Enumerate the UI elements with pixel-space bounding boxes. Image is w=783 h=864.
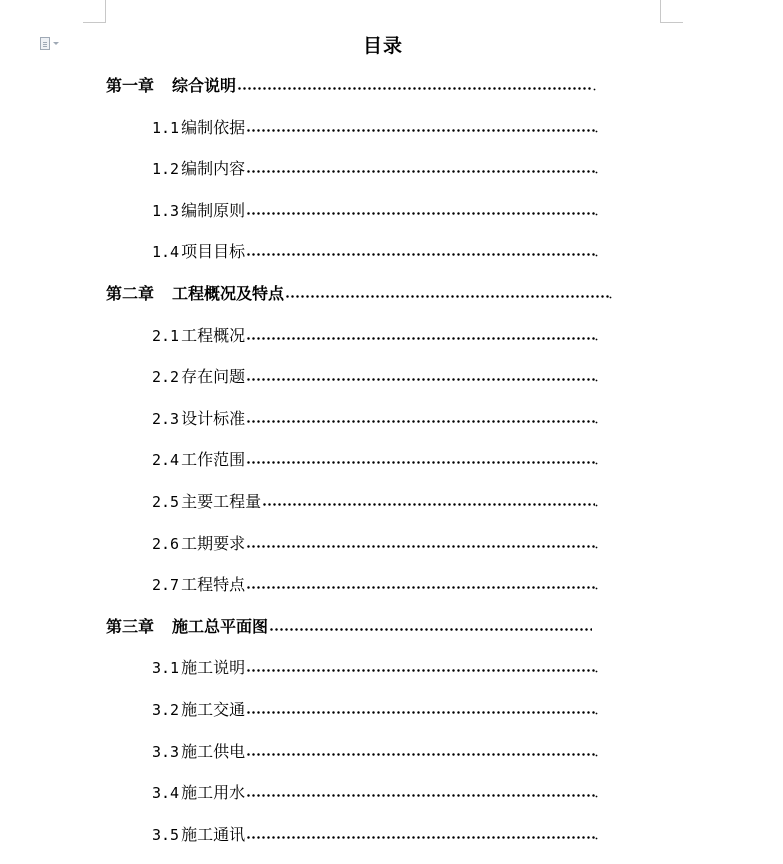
- toc-dot-leader: [246, 753, 595, 756]
- toc-entry-text: 工程概况及特点: [172, 284, 285, 303]
- toc-section-entry[interactable]: [152, 448, 598, 470]
- toc-title: 目录: [362, 35, 403, 57]
- toc-page-marker: [610, 297, 612, 299]
- toc-page-marker: [596, 131, 598, 133]
- toc-dot-leader: [262, 503, 595, 506]
- toc-entry-text: 编制原则: [181, 201, 246, 220]
- toc-dot-leader: [285, 295, 609, 298]
- toc-page-marker: [596, 755, 598, 757]
- toc-entry-text: 编制依据: [181, 118, 246, 137]
- toc-entry-text: 工程特点: [181, 575, 246, 594]
- toc-entry-number: 1.4: [152, 243, 180, 261]
- toc-section-entry[interactable]: [152, 490, 598, 512]
- toc-entry-label: [106, 76, 236, 96]
- toc-entry-label: [152, 450, 245, 470]
- toc-entry-number: 第二章: [106, 284, 155, 303]
- toc-entry-text: 施工供电: [181, 742, 246, 761]
- toc-section-entry[interactable]: [152, 365, 598, 387]
- toc-entry-number: 2.5: [152, 493, 180, 511]
- toc-section-entry[interactable]: [152, 407, 598, 429]
- toc-chapter-entry[interactable]: [106, 615, 592, 637]
- toc-dot-leader: [246, 212, 595, 215]
- toc-section-entry[interactable]: [152, 573, 598, 595]
- toc-section-entry[interactable]: [152, 116, 598, 138]
- toc-entry-text: 设计标准: [181, 409, 246, 428]
- toc-section-entry[interactable]: [152, 781, 598, 803]
- toc-page-marker: [596, 838, 598, 840]
- toc-entry-text: 施工总平面图: [172, 617, 269, 636]
- toc-dot-leader: [246, 461, 595, 464]
- toc-entry-text: 综合说明: [172, 76, 237, 95]
- toc-entry-text: 施工用水: [181, 783, 246, 802]
- toc-chapter-entry[interactable]: [106, 282, 612, 304]
- toc-entry-text: 存在问题: [181, 367, 246, 386]
- toc-entry-label: [152, 409, 245, 429]
- toc-entry-text: 施工通讯: [181, 825, 246, 844]
- toc-section-entry[interactable]: [152, 240, 598, 262]
- toc-dot-leader: [246, 129, 595, 132]
- toc-entry-label: [152, 575, 245, 595]
- toc-dot-leader: [269, 628, 592, 631]
- toc-page-marker: [596, 172, 598, 174]
- toc-page-marker: [596, 796, 598, 798]
- toc-entry-label: [152, 159, 245, 179]
- toc-entry-label: [152, 326, 245, 346]
- toc-section-entry[interactable]: [152, 157, 598, 179]
- page-corner-mark-left: [83, 0, 106, 23]
- toc-entry-number: 3.2: [152, 701, 180, 719]
- page-corner-mark-right: [660, 0, 683, 23]
- toc-entry-text: 编制内容: [181, 159, 246, 178]
- toc-entry-number: 第一章: [106, 76, 155, 95]
- toc-entry-number: 2.7: [152, 576, 180, 594]
- toc-entry-number: 1.3: [152, 202, 180, 220]
- toc-entry-number: 2.4: [152, 451, 180, 469]
- toc-entry-number: 2.2: [152, 368, 180, 386]
- toc-page-marker: [596, 505, 598, 507]
- toc-page-marker: [596, 255, 598, 257]
- toc-section-entry[interactable]: [152, 532, 598, 554]
- toc-section-entry[interactable]: [152, 199, 598, 221]
- toc-entry-text: 工期要求: [181, 534, 246, 553]
- toc-page-marker: [596, 547, 598, 549]
- toc-entry-number: 第三章: [106, 617, 155, 636]
- toc-section-entry[interactable]: [152, 698, 598, 720]
- toc-entry-text: 主要工程量: [181, 492, 262, 511]
- toc-entry-label: [152, 242, 245, 262]
- toc-entry-label: [152, 118, 245, 138]
- toc-dot-leader: [246, 836, 595, 839]
- toc-entry-label: [152, 658, 245, 678]
- toc-entry-number: 3.4: [152, 784, 180, 802]
- toc-entry-label: [152, 825, 245, 845]
- toc-entry-number: 1.2: [152, 160, 180, 178]
- toc-dot-leader: [246, 170, 595, 173]
- toc-dot-leader: [246, 378, 595, 381]
- toc-section-entry[interactable]: [152, 324, 598, 346]
- toc-entry-label: [152, 742, 245, 762]
- toc-entry-number: 2.1: [152, 327, 180, 345]
- toc-page-marker: [596, 380, 598, 382]
- toc-entry-number: 1.1: [152, 119, 180, 137]
- toc-dot-leader: [246, 711, 595, 714]
- toc-page-marker: [596, 339, 598, 341]
- toc-dot-leader: [246, 586, 595, 589]
- toc-dot-leader: [246, 545, 595, 548]
- toc-dot-leader: [237, 87, 593, 90]
- toc-entry-label: [152, 367, 245, 387]
- toc-entry-text: 工程概况: [181, 326, 246, 345]
- toc-entry-text: 施工说明: [181, 658, 246, 677]
- toc-page-marker: [596, 214, 598, 216]
- toc-dot-leader: [246, 669, 595, 672]
- toc-page-marker: [596, 713, 598, 715]
- toc-entry-label: [152, 783, 245, 803]
- toc-section-entry[interactable]: [152, 740, 598, 762]
- toc-page-marker: [596, 671, 598, 673]
- toc-entry-label: [152, 201, 245, 221]
- toc-entry-number: 3.3: [152, 743, 180, 761]
- toc-page-marker: [594, 89, 596, 91]
- toc-entry-number: 2.6: [152, 535, 180, 553]
- toc-entry-label: [152, 492, 261, 512]
- toc-page-marker: [596, 422, 598, 424]
- toc-entry-label: [152, 700, 245, 720]
- toc-entry-number: 3.5: [152, 826, 180, 844]
- toc-entry-text: 施工交通: [181, 700, 246, 719]
- toc-dot-leader: [246, 253, 595, 256]
- toc-entry-number: 3.1: [152, 659, 180, 677]
- toc-entry-label: [106, 284, 284, 304]
- toc-entry-label: [152, 534, 245, 554]
- toc-entry-text: 工作范围: [181, 450, 246, 469]
- toc-dot-leader: [246, 794, 595, 797]
- toc-chapter-entry[interactable]: [106, 74, 596, 96]
- toc-entry-number: 2.3: [152, 410, 180, 428]
- toc-entry-text: 项目目标: [181, 242, 246, 261]
- toc-page-marker: [596, 588, 598, 590]
- toc-entry-label: [106, 617, 268, 637]
- toc-dot-leader: [246, 420, 595, 423]
- toc-section-entry[interactable]: [152, 823, 598, 845]
- toc-dot-leader: [246, 337, 595, 340]
- toc-section-entry[interactable]: [152, 656, 598, 678]
- toc-page-marker: [596, 463, 598, 465]
